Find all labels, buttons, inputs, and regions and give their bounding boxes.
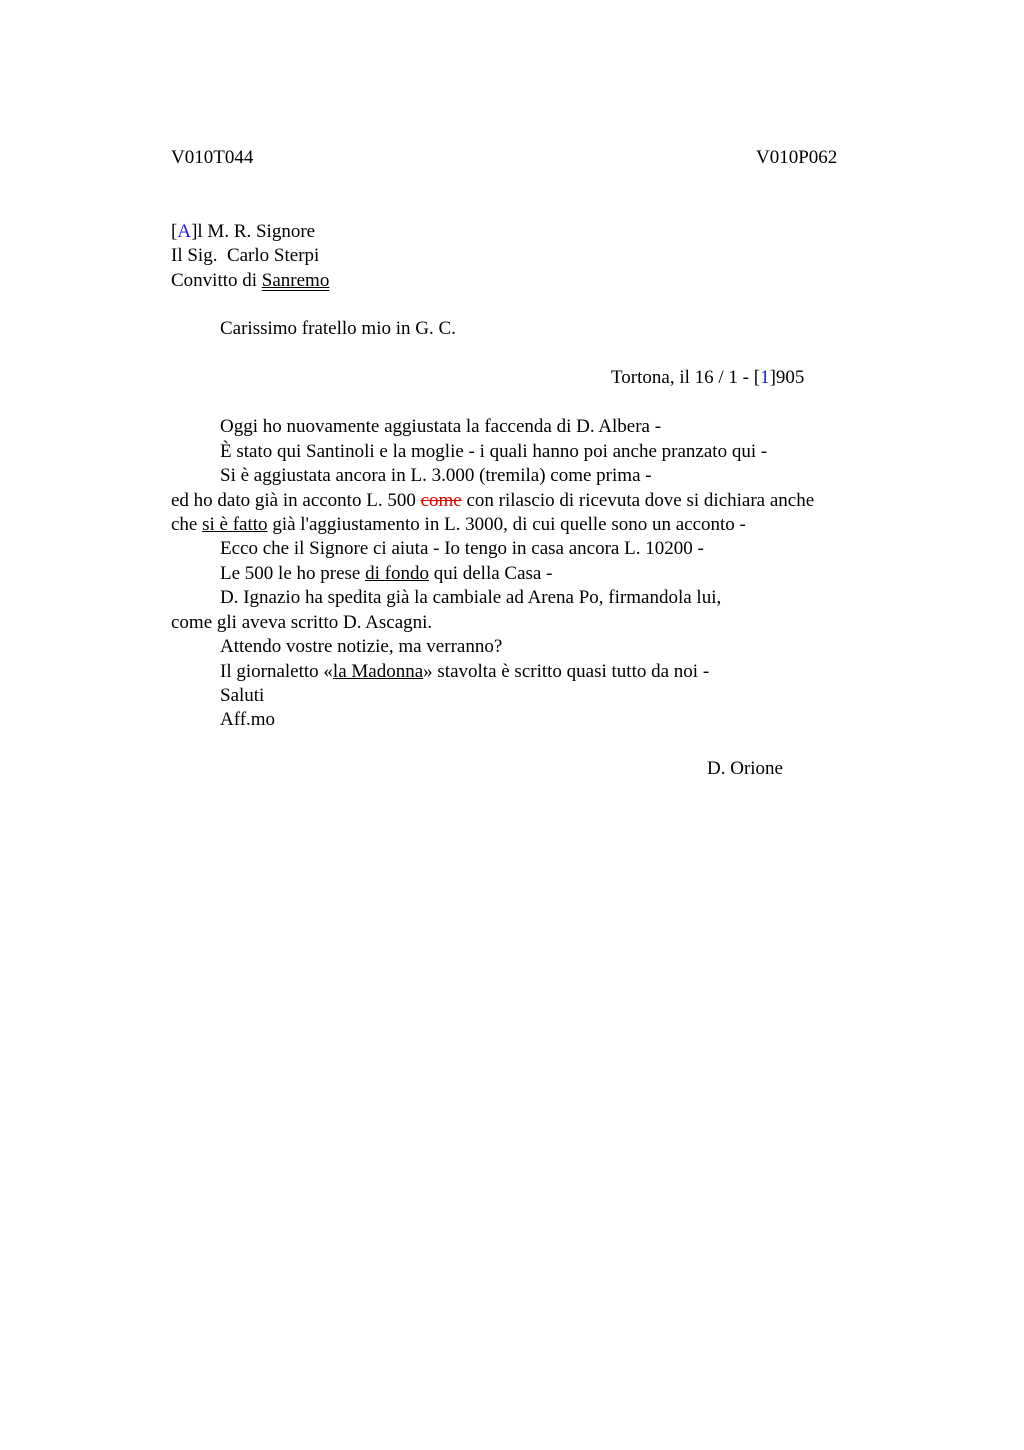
greeting: Carissimo fratello mio in G. C. (220, 318, 456, 339)
dateline-suffix: 905 (775, 367, 805, 388)
body-line-1: Oggi ho nuovamente aggiustata la faccenda di D. Albera - (220, 416, 662, 437)
body-line-11 (220, 660, 709, 684)
restored-letter: A (177, 221, 192, 242)
body-line-6: Ecco che il Signore ci aiuta - Io tengo in casa ancora L. 10200 - (220, 538, 704, 559)
body-line-10: Attendo vostre notizie, ma verranno? (220, 636, 503, 657)
document-code-right: V010P062 (756, 147, 838, 168)
body-line-9: come gli aveva scritto D. Ascagni. (171, 612, 433, 633)
dateline (611, 366, 804, 390)
dateline-bracket-open: [ (753, 367, 761, 388)
body-line-7 (220, 562, 552, 586)
address-place: Sanremo (261, 270, 330, 291)
address-line-3-prefix: Convitto di (171, 270, 262, 291)
body-line-4-pre: ed ho dato già in acconto L. 500 (171, 490, 421, 511)
body-line-4 (171, 489, 814, 513)
document-code-left: V010T044 (171, 147, 254, 168)
body-line-7-post: qui della Casa - (428, 563, 553, 584)
deleted-word: come (420, 490, 462, 511)
body-line-8: D. Ignazio ha spedita già la cambiale ad Arena Po, firmandola lui, (220, 587, 722, 608)
dateline-restored-digit: 1 (760, 367, 770, 388)
body-line-5 (171, 513, 746, 537)
body-line-3: Si è aggiustata ancora in L. 3.000 (tremila) come prima - (220, 465, 652, 486)
newspaper-title: la Madonna (332, 661, 424, 682)
underlined-phrase: si è fatto (202, 514, 268, 535)
bracket-close: ] (191, 221, 198, 242)
body-line-2: È stato qui Santinoli e la moglie - i quali hanno poi anche pranzato qui - (220, 441, 768, 462)
body-line-4-post: con rilascio di ricevuta dove si dichiara anche (461, 490, 815, 511)
signature: D. Orione (707, 758, 783, 779)
bracket-open: [ (171, 221, 178, 242)
address-line-2: Il Sig. Carlo Sterpi (171, 245, 320, 266)
body-line-11-pre: Il giornaletto « (220, 661, 333, 682)
underlined-phrase: di fondo (365, 563, 429, 584)
body-line-11-post: » stavolta è scritto quasi tutto da noi - (423, 661, 710, 682)
body-line-5-pre: che (171, 514, 203, 535)
body-line-5-post: già l'aggiustamento in L. 3000, di cui quelle sono un acconto - (267, 514, 746, 535)
body-line-7-pre: Le 500 le ho prese (220, 563, 366, 584)
address-line-1 (171, 220, 315, 244)
closing-affectionate: Aff.mo (220, 709, 276, 730)
closing-salutation: Saluti (220, 685, 265, 706)
address-line-1-text: l M. R. Signore (197, 221, 316, 242)
address-line-3 (171, 269, 329, 293)
dateline-bracket-close: ] (769, 367, 776, 388)
dateline-prefix: Tortona, il 16 / 1 - (611, 367, 754, 388)
